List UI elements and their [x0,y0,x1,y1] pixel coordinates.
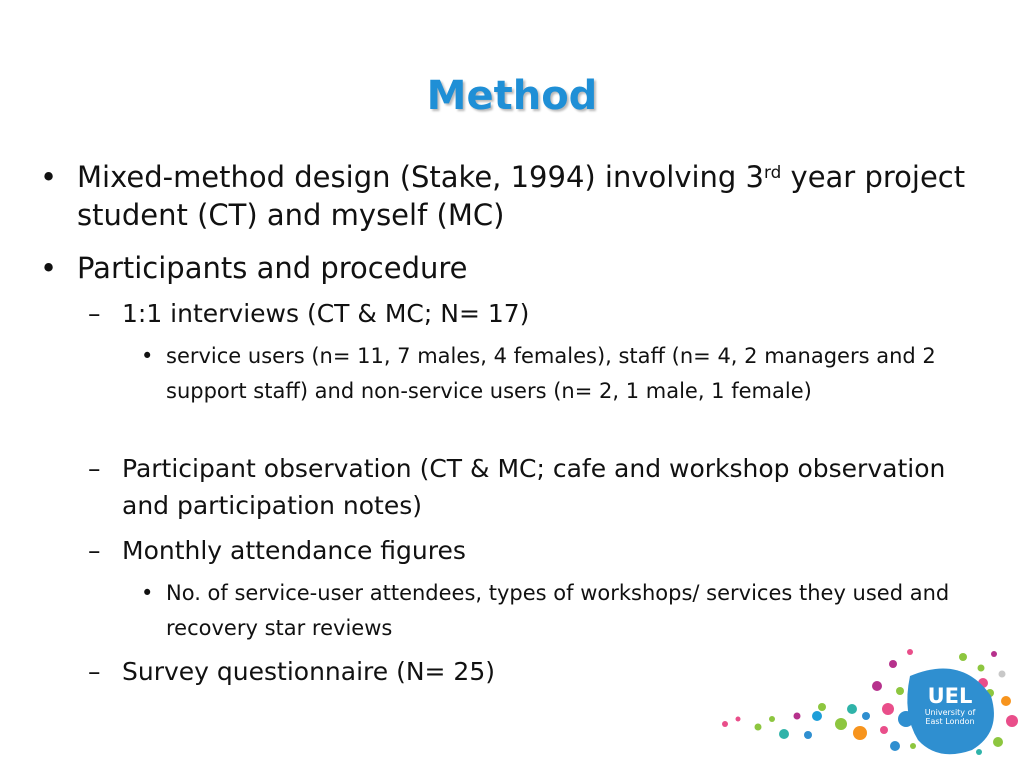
sub-bullet-text: Participant observation (CT & MC; cafe and workshop observation and participation notes) [122,454,946,520]
bullet-text-part: Mixed-method design (Stake, 1994) involving 3 [77,160,765,194]
logo-subtitle-line2: East London [925,717,975,726]
sub-bullet-text: 1:1 interviews (CT & MC; N= 17) [122,299,530,328]
bullet-marker: • [40,160,58,194]
dash-marker: – [88,454,101,483]
sub-sub-bullet-text: service users (n= 11, 7 males, 4 females), staff (n= 4, 2 managers and 2 support staff) and non-service users (n= 2, 1 male, 1 female) [166,344,936,403]
dash-marker: – [88,536,101,565]
logo-text [910,686,990,726]
ordinal-suffix: rd [764,161,782,182]
logo-subtitle-line1: University of [924,708,976,717]
uel-logo [700,640,1024,768]
dash-marker: – [88,657,101,686]
dash-marker: – [88,299,101,328]
bullet-text [77,158,1012,234]
bullet-marker: • [141,581,154,605]
bullet-text: Participants and procedure [77,251,468,285]
sub-sub-bullet-text: No. of service-user attendees, types of workshops/ services they used and recovery star reviews [166,581,950,640]
logo-name: UEL [927,684,973,708]
bullet-marker: • [141,344,154,368]
bullet-marker: • [40,251,58,285]
sub-bullet-text: Monthly attendance figures [122,536,466,565]
slide-title: Method [426,73,598,119]
sub-bullet-text: Survey questionnaire (N= 25) [122,657,495,686]
bullet-text-part: year project student (CT) and myself (MC) [77,160,966,232]
